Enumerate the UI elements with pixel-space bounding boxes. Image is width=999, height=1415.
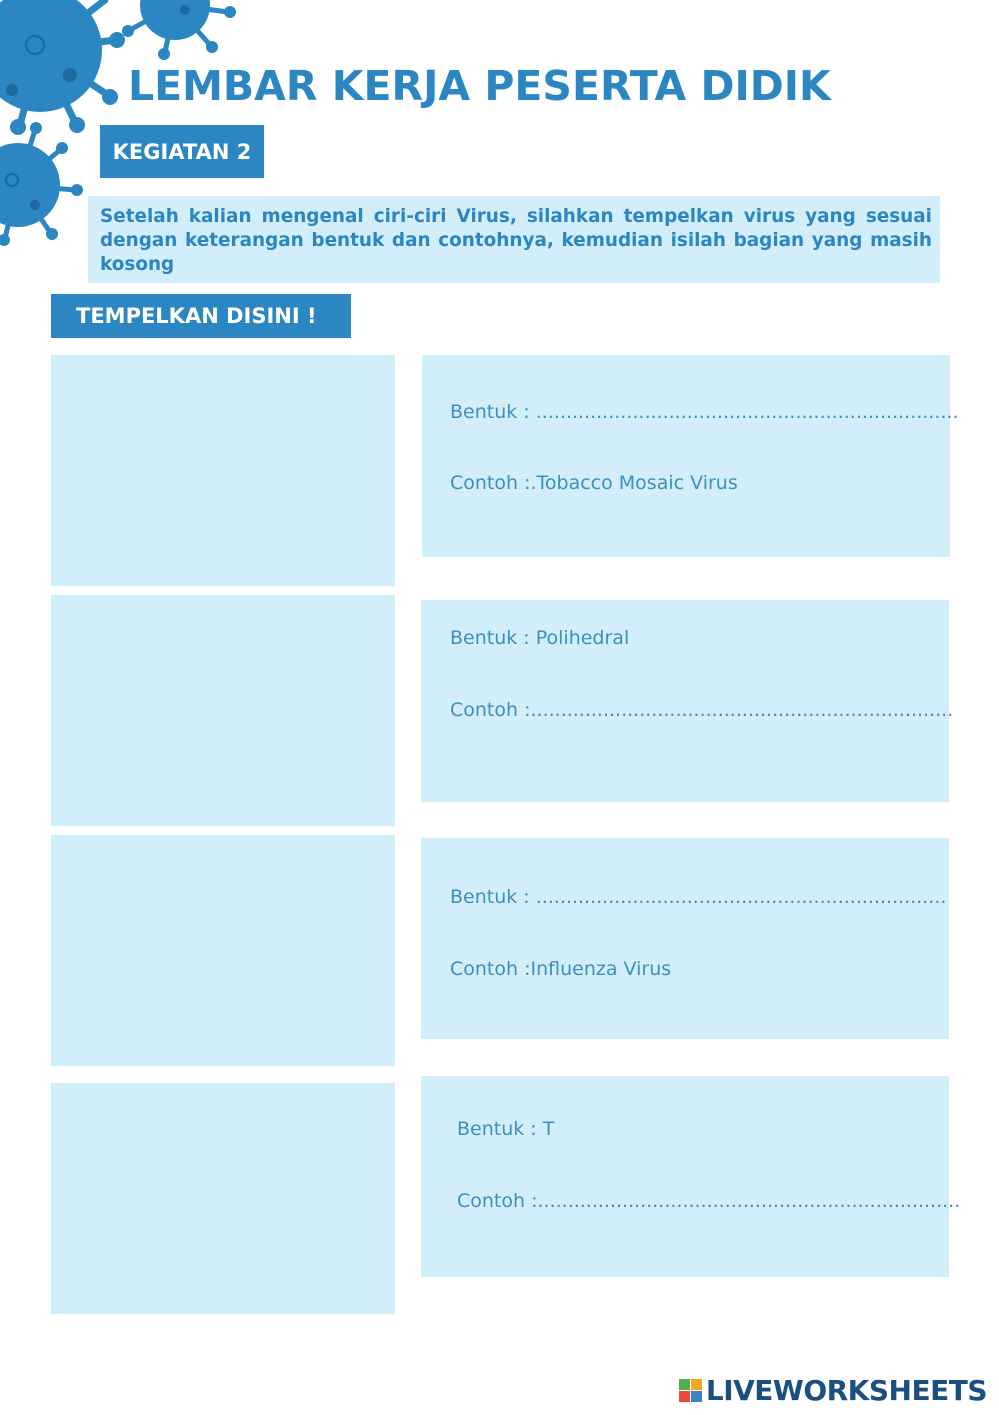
paste-slot-1[interactable]: [51, 355, 395, 586]
contoh-field-4[interactable]: Contoh :......................................................................: [457, 1190, 961, 1212]
instructions-text: Setelah kalian mengenal ciri-ciri Virus, silahkan tempelkan virus yang sesuai dengan keterangan bentuk dan contohnya, kemudian isilah bagian yang masih kosong: [88, 196, 940, 283]
info-box-1: [422, 355, 959, 557]
logo-mark-icon: [679, 1379, 702, 1402]
info-box-3: [421, 838, 949, 1039]
contoh-field-2[interactable]: Contoh :......................................................................: [450, 699, 954, 721]
bentuk-field-1[interactable]: Bentuk : ......................................................................: [450, 401, 959, 423]
bentuk-field-4[interactable]: Bentuk : T: [457, 1118, 555, 1140]
paste-slot-2[interactable]: [51, 595, 395, 826]
bentuk-field-3[interactable]: Bentuk : ....................................................................: [450, 886, 947, 908]
logo-text: LIVEWORKSHEETS: [705, 1374, 987, 1407]
paste-here-label: TEMPELKAN DISINI !: [51, 294, 351, 338]
virus-icon: [0, 0, 125, 135]
activity-badge: KEGIATAN 2: [100, 125, 264, 178]
info-box-4: [421, 1076, 961, 1277]
contoh-field-3: Contoh :Influenza Virus: [450, 958, 672, 980]
virus-icon: [0, 122, 83, 246]
page-title: LEMBAR KERJA PESERTA DIDIK: [128, 62, 831, 110]
liveworksheets-logo: [679, 1374, 987, 1407]
paste-slot-4[interactable]: [51, 1083, 395, 1314]
paste-slot-3[interactable]: [51, 835, 395, 1066]
info-box-2: [421, 600, 954, 802]
bentuk-field-2: Bentuk : Polihedral: [450, 627, 630, 649]
virus-icon: [122, 0, 236, 60]
contoh-field-1: Contoh :.Tobacco Mosaic Virus: [450, 472, 738, 494]
